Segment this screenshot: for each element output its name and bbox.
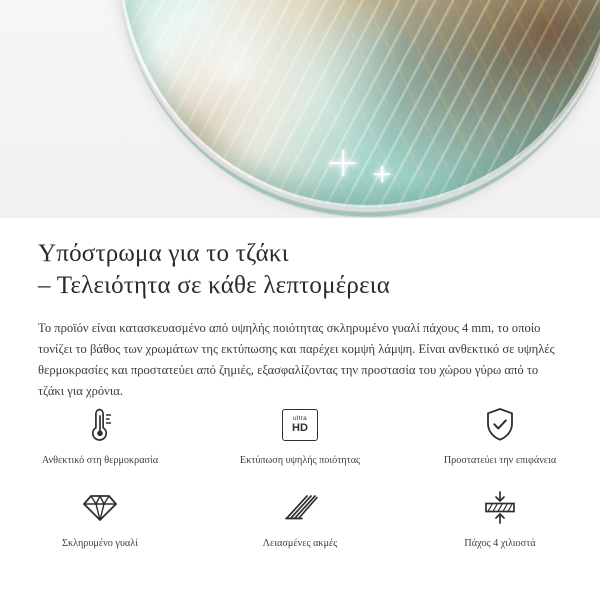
feature-item-heat-resistant (0, 396, 200, 467)
feature-label: Σκληρυμένο γυαλί (62, 538, 138, 549)
ultra-hd-badge (282, 409, 318, 441)
page-title-line-1: Υπόστρωμα για το τζάκι (38, 240, 289, 267)
shield-check-icon (482, 402, 518, 448)
feature-label: Πάχος 4 χιλιοστά (464, 538, 536, 549)
hero-image (0, 0, 600, 218)
thickness-arrows-icon (480, 485, 520, 531)
feature-item-thickness (400, 479, 600, 550)
feature-item-tempered-glass (0, 479, 200, 550)
marble-glass-plate (118, 0, 600, 208)
polished-edges-icon (280, 485, 320, 531)
feature-label: Εκτύπωση υψηλής ποιότητας (239, 455, 361, 466)
feature-item-print-quality (200, 396, 400, 467)
feature-item-surface-protection (400, 396, 600, 467)
diamond-icon (80, 485, 120, 531)
description-paragraph: Το προϊόν είναι κατασκευασμένο από υψηλής ποιότητας σκληρυμένο γυαλί πάχους 4 mm, το οποίο τονίζει το βάθος των χρωμάτων της εκτύπωσης και παρέχει κομψή λάμψη. Είναι ανθεκτικό σε υψηλές θερμοκρασίες και προστατεύει από ζημιές, εξασφαλίζοντας την προστασία του χώρου γύρω από το τζάκι για χρόνια. (38, 321, 555, 398)
thermometer-icon (84, 402, 116, 448)
ultra-hd-badge-icon (282, 402, 318, 448)
feature-label: Προστατεύει την επιφάνεια (443, 455, 557, 466)
page-title (0, 218, 600, 302)
page-title-line-2: – Τελειότητα σε κάθε λεπτομέρεια (38, 272, 391, 299)
feature-label: Λειασμένες ακμές (262, 538, 338, 549)
feature-label: Ανθεκτικό στη θερμοκρασία (41, 455, 159, 466)
badge-bottom-text: HD (292, 422, 308, 435)
feature-item-polished-edges (200, 479, 400, 550)
content-block (0, 218, 600, 402)
badge-top-text: ultra (293, 414, 307, 422)
feature-grid (0, 396, 600, 550)
